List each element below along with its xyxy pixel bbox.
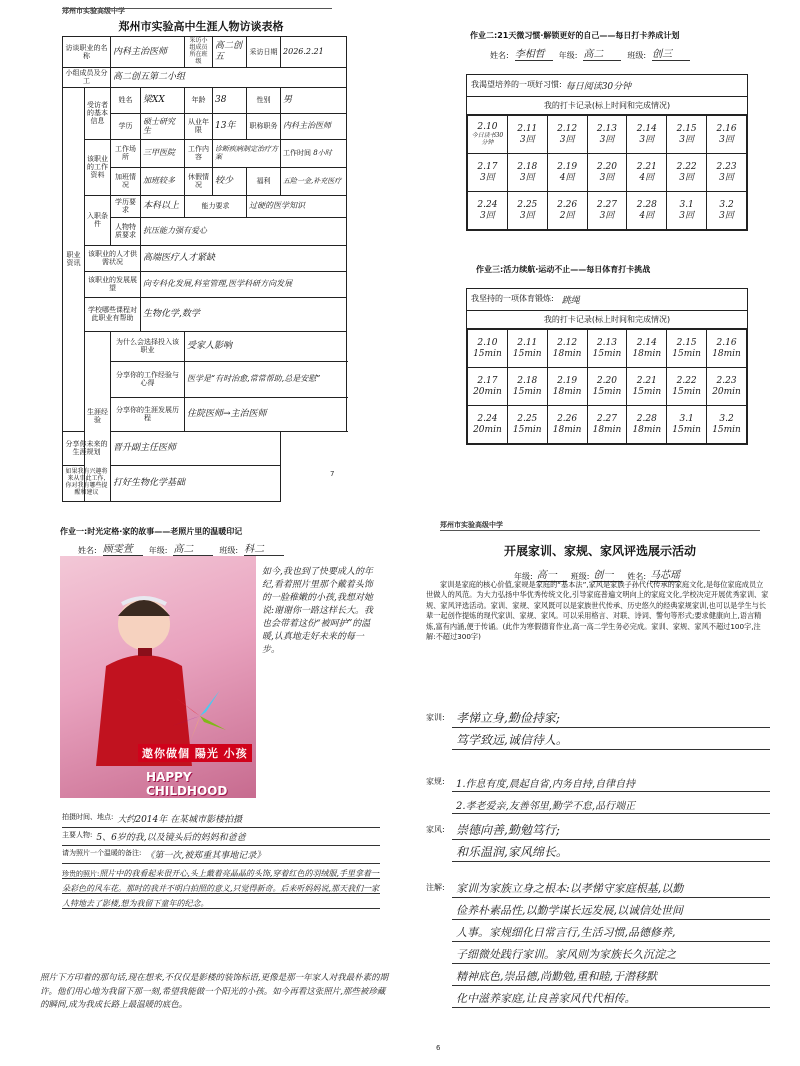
cell-date: 2.21 [636,162,657,173]
name-value: 顾雯萱 [103,540,143,556]
grade-value: 高二 [173,540,213,556]
date-label: 采访日期 [247,37,281,68]
cell-date: 3.1 [679,200,694,211]
cell-date: 2.18 [517,162,538,173]
grid-cell [587,330,627,368]
grid-cell [707,192,747,230]
ability-label: 能力要求 [185,195,247,217]
grade-value: 高一 [537,566,567,582]
supply-label: 该职业的人才供需状况 [85,245,141,271]
sex-value: 男 [281,87,347,113]
line-text: 1.作息有度,晨起自省,内务自持,自律自持 [456,779,636,790]
cell-date: 2.23 [716,376,737,387]
cell-status: 3回 [480,210,495,221]
grid-cell [627,192,667,230]
experience-label: 分享你的工作经验与心得 [111,361,185,397]
motto-title: 开展家训、家规、家风评选展示活动 [503,544,696,558]
sport-grid [467,329,747,444]
cell-date: 2.15 [676,338,697,349]
photo-extra-essay: 照片下方印着的那句话,现在想来,不仅仅是影楼的装饰标语,更像是那一年家人对我最朴素的期许。他们用心地为我留下那一刻,希望我能做一个阳光的小孩。如今再看这张照片,那些被珍藏的瞬间,成为我成长路上最温暖的底色。 [40,973,389,1011]
grid-row [468,368,747,406]
motto-intro: 家训是家庭的核心价值,家规是家庭的“基本法”,家风是家族子孙代代传承的家庭文化,是每位家庭成员立世做人的风范。为大力弘扬中华优秀传统文化,引导家庭普遍文明向上的家庭文化,学校决定开展优秀家训、家规、家风评选活动。家训、家规、家风既可以是家族世代传承、历史悠久的经典家规家训,也可以是学生与长辈一起创作提炼的现代家训、家规、家风。可以采用格言、对联、诗词、警句等形式;要求健康向上,语言精炼,富有内涵,便于传诵。(此作为寒假德育作业,高一高二学生务必完成。家训、家规、家风不超过100字,注解:不超过300字) [426,580,769,642]
cell-date: 2.16 [716,338,737,349]
grid-cell [707,406,747,444]
vacation-label: 休假情况 [185,167,213,195]
content-label: 工作内容 [185,139,213,167]
grid-cell [627,330,667,368]
class-label: 班级: [627,51,647,60]
grid-cell [507,330,547,368]
cell-date: 3.1 [679,414,694,425]
tag-label: 请为照片一个温暖的备注: [62,849,142,857]
cell-status: 3回 [719,172,734,183]
line-text: 笃学致远,诚信待人。 [456,733,568,747]
experience-value: 医学是“有时治愈,常常帮助,总是安慰” [185,361,347,397]
cell-status: 4回 [639,172,655,183]
grid-cell [587,192,627,230]
grid-cell [627,116,667,154]
name-value: 梁XX [141,87,185,113]
grid-row [468,192,747,230]
cell-status: 3回 [679,210,694,221]
cell-status: 3回 [719,210,734,221]
cell-date: 2.16 [716,124,737,135]
story-label: 珍贵的照片: [62,870,100,878]
ruled-line [452,986,770,1008]
cell-date: 2.22 [676,376,697,387]
cell-status: 15min [672,424,701,435]
name-label: 姓名: [627,572,647,581]
hours-value: 8小时 [313,149,332,158]
cell-status: 18min [592,424,622,435]
title-label: 职称职务 [247,113,281,139]
cell-date: 2.13 [596,124,617,135]
time-label: 拍摄时间、地点: [62,813,114,821]
xun-label: 家训: [426,713,445,722]
habit-record-label: 我的打卡记录(标上时间和完成情况) [467,97,747,115]
why-value: 受家人影响 [185,331,347,361]
cell-date: 2.11 [517,338,538,349]
habit-goal-value: 每日阅读30分钟 [565,82,632,92]
grid-cell [707,330,747,368]
job-name-value: 内科主治医师 [111,37,185,68]
job-name-label: 访谈职业的名称 [63,37,111,68]
advice-label: 如果我有兴趣将来从事此工作,你对我有哪些提醒和建议 [63,465,111,501]
page-number: 7 [330,470,335,478]
sport-goal-row [467,289,747,311]
time-value: 大约2014年 在某城市影楼拍摄 [117,815,243,825]
cell-date: 2.24 [477,414,498,425]
gui-lines [452,770,770,814]
cell-status: 3回 [679,172,694,183]
photo-people-row [62,828,380,846]
line-text: 和乐温润,家风绵长。 [456,845,568,859]
cell-status: 15min [592,386,622,397]
grid-cell [468,154,508,192]
edu-label: 学历 [111,113,141,139]
cell-date: 2.28 [636,414,657,425]
cell-status: 15min [512,424,542,435]
cell-date: 2.26 [557,200,578,211]
page-family-motto [400,520,800,1066]
welfare-label: 福利 [247,167,281,195]
gui-label: 家规: [426,777,445,786]
cell-date: 2.25 [517,414,538,425]
cell-status: 3回 [679,134,694,145]
members-label: 小组成员及分工 [63,67,111,87]
interview-table [62,36,347,502]
name-label: 姓名: [490,51,509,60]
cell-status: 3回 [639,134,655,145]
photo-student-info [78,540,284,556]
habit-student-info [490,45,690,61]
people-label: 主要人物: [62,831,93,839]
line-text: 俭养朴素品性,以勤学谋长远发展,以诚信处世间 [456,904,683,917]
cell-status: 3回 [559,134,575,145]
grid-cell [507,116,547,154]
edu-req-value: 本科以上 [141,195,185,217]
trait-label: 人物特质要求 [111,217,141,245]
grid-cell [468,116,508,154]
sport-record-label: 我的打卡记录(标上时间和完成情况) [467,311,747,329]
cell-date: 2.12 [557,124,578,135]
cell-status: 15min [632,386,662,397]
cell-status: 4回 [559,172,575,183]
title-value: 内科主治医师 [281,113,347,139]
ruled-line [452,818,770,840]
cell-date: 2.17 [477,162,498,173]
class-value: 创三 [652,45,690,61]
grid-cell [587,406,627,444]
cell-status: 3回 [599,210,615,221]
sport-goal-label: 我坚持的一项体育锻炼: [471,294,554,303]
habit-heading: 作业二:21天微习惯·解锁更好的自己——每日打卡养成计划 [470,31,680,40]
tag-value: 《第一次,被郑重其事地记录》 [145,851,266,861]
story-value: 照片中的我看起来很开心,头上戴着亮晶晶的头饰,穿着红色的羽绒服,手里拿着一朵彩色的风车花。那时的我并不明白拍照的意义,只觉得新奇。后来听妈妈说,那天我们一家人特地去了影楼,想为我留下童年的纪念。 [62,869,380,909]
class-label: 班级: [219,546,239,555]
ruled-line [452,840,770,862]
grid-cell [627,154,667,192]
cell-status: 3回 [599,172,615,183]
school-header-2: 郑州市实验高级中学 [440,521,503,529]
course-label: 学校哪些课程对此职业有帮助 [85,297,141,331]
habit-goal-label: 我渴望培养的一项好习惯: [471,80,562,89]
cell-status: 15min [672,348,701,359]
members-value: 高二创五第二小组 [111,67,347,87]
ruled-line [452,706,770,728]
cell-status: 18min [552,386,582,397]
note-label: 注解: [426,883,445,892]
page-habit-tracking [400,0,800,520]
cell-status: 4回 [639,210,655,221]
line-text: 崇德向善,勤勉笃行; [456,823,560,837]
cell-status: 3回 [599,134,615,145]
cell-status: 20min [473,386,502,397]
cell-date: 2.20 [596,162,617,173]
line-text: 家训为家族立身之根本:以孝悌守家庭根基,以勤 [456,882,684,895]
cell-date: 2.14 [636,338,657,349]
ruled-line [452,964,770,986]
page-old-photo [0,520,400,1066]
motto-note [426,876,770,1008]
advice-value: 打好生物化学基础 [111,465,281,501]
class-value: 科二 [244,540,284,556]
grid-cell [468,406,508,444]
photo-reflection: 如今,我也到了快要成人的年纪,看着照片里那个戴着头饰的一脸稚嫩的小孩,我想对她说:谢谢你一路这样长大。我也会带着这份“被呵护”的温暖,认真地走好未来的每一步。 [262,567,374,656]
habit-grid [467,115,747,230]
path-label: 分享你的生涯发展历程 [111,397,185,431]
photo-caption-en: HAPPY CHILDHOOD [146,770,228,798]
place-value: 三甲医院 [141,139,185,167]
grade-label: 年级: [148,546,168,555]
photo-tag-row [62,846,380,864]
line-text: 化中滋养家庭,让良善家风代代相传。 [456,992,636,1005]
cell-status: 15min [512,348,542,359]
date-value: 2026.2.21 [281,37,347,68]
future-value: 向专科化发展,科室管理,医学科研方向发展 [141,271,347,297]
plan-value: 晋升副主任医师 [111,431,281,465]
motto-xun [426,706,770,750]
cell-date: 2.10 [477,122,498,133]
grid-row [468,154,747,192]
grid-cell [667,406,707,444]
why-label: 为什么会选择投入该职业 [111,331,185,361]
cell-date: 2.23 [716,162,737,173]
grid-cell [547,192,587,230]
sport-heading: 作业三:活力续航·运动不止——每日体育打卡挑战 [476,265,651,274]
grid-cell [667,154,707,192]
vacation-value: 较少 [213,167,247,195]
future-label: 该职业的发展展望 [85,271,141,297]
grid-cell [507,154,547,192]
cell-status: 18min [632,424,662,435]
grid-cell [587,116,627,154]
sport-card [466,288,748,445]
grid-cell [627,368,667,406]
cell-date: 2.25 [517,200,538,211]
photo-info-block [62,810,380,914]
class-label: 班级: [570,572,590,581]
content-value: 诊断疾病制定治疗方案 [213,139,281,167]
grid-cell [587,154,627,192]
grade-label: 年级: [514,572,533,581]
line-text: 子细微处践行家训。家风则为家族长久沉淀之 [456,948,676,961]
grid-cell [468,192,508,230]
line-text: 精神底色,崇品德,尚勤勉,重和睦,于潜移默 [456,970,657,983]
cell-date: 3.2 [719,414,734,425]
cell-date: 2.24 [477,200,498,211]
cell-status: 今日读书30分钟 [471,131,504,146]
cell-status: 18min [632,348,662,359]
entry-label: 入职条件 [85,195,111,245]
grid-cell [707,116,747,154]
edu-req-label: 学历要求 [111,195,141,217]
cell-date: 2.11 [517,124,538,135]
grid-row [468,116,747,154]
cell-status: 15min [592,348,622,359]
sex-label: 性别 [247,87,281,113]
page-interview-form [0,0,400,520]
section-job-info: 职业资讯 [63,87,85,431]
form-title: 郑州市实验高中生涯人物访谈表格 [118,20,284,33]
cell-status: 2回 [559,210,575,221]
cell-date: 2.28 [636,200,657,211]
ability-value: 过硬的医学知识 [247,195,347,217]
section-career-exp: 生涯经验 [85,331,111,501]
class-label: 采访小组成员所在班级 [185,37,213,68]
cell-status: 15min [473,348,502,359]
overtime-label: 加班情况 [111,167,141,195]
place-label: 工作场所 [111,139,141,167]
grid-cell [468,368,508,406]
cell-date: 2.26 [557,414,578,425]
ruled-line [452,792,770,814]
cell-date: 2.17 [477,376,498,387]
grid-cell [547,368,587,406]
grid-cell [547,406,587,444]
grid-cell [547,330,587,368]
cell-date: 2.10 [477,338,498,349]
overtime-value: 加班较多 [141,167,185,195]
grid-cell [707,368,747,406]
grid-cell [468,330,508,368]
feng-lines [452,818,770,862]
class-value: 创一 [593,566,623,582]
grid-cell [627,406,667,444]
xun-lines [452,706,770,750]
grid-cell [587,368,627,406]
name-label: 姓名 [111,87,141,113]
plan-label: 分享你未来的生涯规划 [63,431,111,465]
supply-value: 高端医疗人才紧缺 [141,245,347,271]
cell-date: 2.19 [557,376,578,387]
ruled-line [452,920,770,942]
cell-date: 2.22 [676,162,697,173]
cell-date: 2.21 [636,376,657,387]
grid-cell [507,368,547,406]
cell-status: 3回 [519,134,535,145]
grade-label: 年级: [558,51,578,60]
grid-cell [667,330,707,368]
photo-story [62,864,380,914]
grid-cell [507,192,547,230]
grid-cell [547,154,587,192]
welfare-value: 五险一金,补充医疗 [281,167,347,195]
cell-status: 15min [512,386,542,397]
edu-value: 硕士研究生 [141,113,185,139]
class-value: 高二创五 [213,37,247,68]
childhood-photo [60,556,256,798]
age-label: 年龄 [185,87,213,113]
line-text: 2.孝老爱亲,友善邻里,勤学不怠,品行端正 [456,801,636,812]
age-value: 38 [213,87,247,113]
motto-feng [426,818,770,862]
note-lines [452,876,770,1008]
grid-cell [667,192,707,230]
cell-status: 15min [712,424,741,435]
grid-cell [547,116,587,154]
work-info-label: 该职业的工作资料 [85,139,111,195]
hours-label: 工作时间 [283,149,312,158]
grid-cell [667,368,707,406]
cell-date: 2.19 [557,162,578,173]
years-value: 13年 [213,113,247,139]
cell-date: 2.15 [676,124,697,135]
cell-status: 3回 [519,172,535,183]
sport-goal-value: 跳绳 [561,296,580,306]
cell-status: 20min [712,386,741,397]
ruled-line [452,898,770,920]
grid-cell [667,116,707,154]
cell-status: 15min [672,386,701,397]
name-value: 马芯瑶 [650,566,680,582]
cell-date: 2.20 [596,376,617,387]
name-label: 姓名: [78,546,97,555]
basic-info-label: 受访者的基本信息 [85,87,111,139]
cell-status: 18min [552,348,582,359]
cell-date: 2.27 [596,200,617,211]
cell-date: 3.2 [719,200,734,211]
photo-slogan: 遨你做個 陽光 小孩 [138,744,252,762]
name-value: 李相哲 [515,45,553,61]
ruled-line [452,942,770,964]
cell-status: 3回 [719,134,734,145]
grade-value: 高二 [583,45,621,61]
habit-goal-row [467,75,747,97]
cell-status: 3回 [519,210,535,221]
habit-card [466,74,748,231]
ruled-line [452,728,770,750]
grid-cell [707,154,747,192]
cell-date: 2.14 [636,124,657,135]
grid-row [468,330,747,368]
cell-status: 18min [712,348,741,359]
ruled-line [452,770,770,792]
course-value: 生物化学,数学 [141,297,347,331]
years-label: 从业年限 [185,113,213,139]
motto-gui [426,770,770,814]
grid-cell [507,406,547,444]
page-number-2: 6 [436,1044,441,1052]
path-value: 住院医师→主治医师 [185,397,347,431]
people-value: 5、6岁的我,以及镜头后的妈妈和爸爸 [96,833,246,843]
school-header: 郑州市实验高级中学 [62,7,125,15]
cell-status: 3回 [480,172,495,183]
cell-date: 2.18 [517,376,538,387]
photo-time-row [62,810,380,828]
cell-date: 2.27 [596,414,617,425]
trait-value: 抗压能力强有爱心 [141,217,347,245]
photo-heading: 作业一:时光定格·家的故事——老照片里的温暖印记 [60,527,243,536]
line-text: 人事。家规细化日常言行,生活习惯,品德修养, [456,926,676,939]
cell-status: 20min [473,424,502,435]
cell-date: 2.13 [596,338,617,349]
feng-label: 家风: [426,825,445,834]
cell-date: 2.12 [557,338,578,349]
cell-status: 18min [552,424,582,435]
line-text: 孝悌立身,勤俭持家; [456,711,560,725]
grid-row [468,406,747,444]
ruled-line [452,876,770,898]
